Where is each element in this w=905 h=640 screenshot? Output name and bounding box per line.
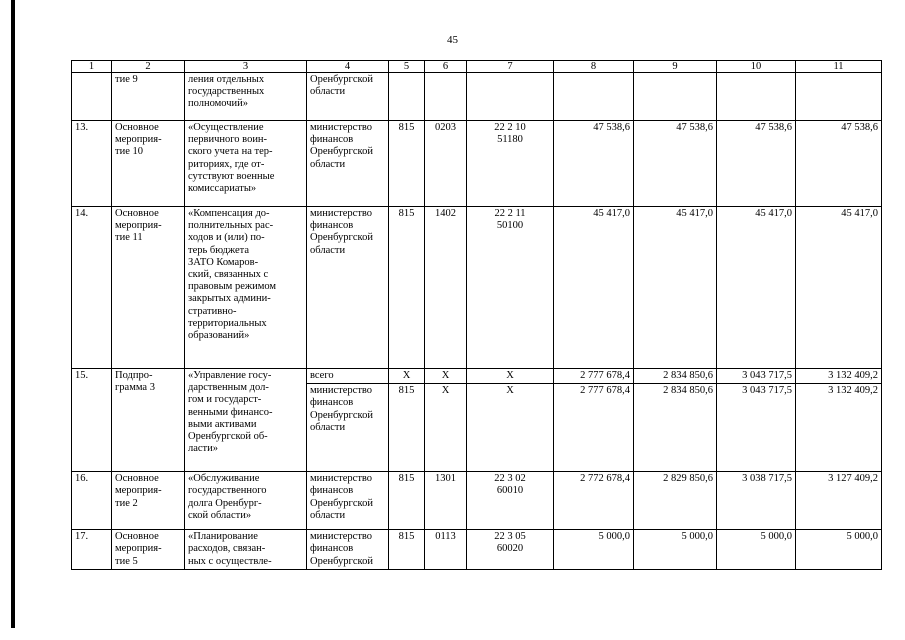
status-cell	[112, 121, 185, 207]
name-cell-line: ЗАТО Комаров-	[188, 256, 259, 268]
executor-cell-line: области	[310, 244, 346, 256]
name-cell-line: образований»	[188, 330, 250, 342]
status-cell-line: мероприя-	[115, 485, 162, 497]
executor-cell-line: финансов	[310, 397, 354, 409]
value-2019-cell: 5 000,0	[554, 530, 634, 570]
status-cell	[112, 530, 185, 570]
name-cell-line: ский, связанных с	[188, 269, 269, 281]
name-cell	[185, 530, 307, 570]
name-cell-line: Оренбургской об-	[188, 431, 268, 443]
executor-cell-line: финансов	[310, 134, 354, 146]
name-cell-line: «Компенсация до-	[188, 208, 270, 219]
csr-cell-line: 50100	[496, 220, 524, 232]
name-cell-line: «Обслуживание	[188, 473, 260, 485]
value-2022-cell: 47 538,6	[796, 121, 882, 207]
rzpr-cell: Х	[425, 369, 467, 384]
status-cell-line: мероприя-	[115, 543, 162, 555]
rzpr-cell: 1301	[425, 472, 467, 530]
value-2021-cell	[717, 73, 796, 121]
rzpr-cell: 1402	[425, 207, 467, 369]
executor-cell-line: области	[310, 421, 346, 433]
rzpr-cell: Х	[425, 384, 467, 472]
status-cell-line: тие 5	[115, 555, 138, 567]
table-row	[72, 369, 882, 384]
executor-cell	[307, 530, 389, 570]
name-cell-line: ходов и (или) по-	[188, 232, 265, 244]
csr-cell	[467, 369, 554, 384]
name-cell-line: ных с осуществле-	[188, 555, 272, 567]
csr-cell-line: 22 2 10	[494, 122, 526, 133]
value-2020-cell: 45 417,0	[634, 207, 717, 369]
csr-cell-line: 60010	[496, 485, 524, 497]
rzpr-cell: 0113	[425, 530, 467, 570]
name-cell	[185, 73, 307, 121]
name-cell-line: ского учета на тер-	[188, 146, 273, 158]
column-header: 5	[389, 61, 425, 73]
status-cell-line: тие 9	[115, 74, 138, 85]
grbs-cell: Х	[389, 369, 425, 384]
executor-cell-line: Оренбургской	[310, 497, 373, 509]
column-header: 2	[112, 61, 185, 73]
name-cell-line: полнительных рас-	[188, 220, 274, 232]
name-cell-line: риториях, где от-	[188, 158, 265, 170]
csr-cell	[467, 207, 554, 369]
column-header: 11	[796, 61, 882, 73]
status-cell-line: Основное	[115, 473, 159, 485]
executor-cell-line: области	[310, 158, 346, 170]
name-cell-line: полномочий»	[188, 98, 249, 110]
name-cell-line: расходов, связан-	[188, 543, 266, 555]
grbs-cell: 815	[389, 384, 425, 472]
column-header: 8	[554, 61, 634, 73]
value-2022-cell: 3 132 409,2	[796, 384, 882, 472]
value-2022-cell: 45 417,0	[796, 207, 882, 369]
csr-cell-line: 60020	[496, 543, 524, 555]
name-cell-line: закрытых админи-	[188, 293, 271, 305]
column-header: 7	[467, 61, 554, 73]
name-cell-line: ления отдельных	[188, 74, 265, 85]
name-cell-line: терь бюджета	[188, 244, 250, 256]
name-cell-line: территориальных	[188, 317, 267, 329]
value-2020-cell: 5 000,0	[634, 530, 717, 570]
table-row	[72, 207, 882, 369]
executor-cell-line: Оренбургской	[310, 232, 373, 244]
value-2021-cell: 3 038 717,5	[717, 472, 796, 530]
name-cell-line: стративно-	[188, 305, 237, 317]
value-2019-cell	[554, 73, 634, 121]
rzpr-cell: 0203	[425, 121, 467, 207]
value-2019-cell: 2 777 678,4	[554, 369, 634, 384]
grbs-cell: 815	[389, 530, 425, 570]
value-2022-cell: 5 000,0	[796, 530, 882, 570]
page-number: 45	[447, 34, 458, 46]
value-2021-cell: 47 538,6	[717, 121, 796, 207]
name-cell-line: венными финансо-	[188, 406, 273, 418]
value-2021-cell: 45 417,0	[717, 207, 796, 369]
grbs-cell	[389, 73, 425, 121]
scan-left-edge-bar	[11, 0, 15, 628]
executor-cell-line: области	[310, 509, 346, 521]
executor-cell	[307, 472, 389, 530]
executor-cell-line: министерство	[310, 208, 373, 219]
value-2022-cell	[796, 73, 882, 121]
status-cell	[112, 472, 185, 530]
executor-cell-line: финансов	[310, 485, 354, 497]
budget-table	[71, 60, 882, 570]
table-row	[72, 73, 882, 121]
name-cell-line: государственных	[188, 86, 265, 98]
executor-cell	[307, 369, 389, 384]
column-header: 1	[72, 61, 112, 73]
row-number: 17.	[72, 530, 112, 570]
name-cell-line: первичного воин-	[188, 134, 268, 146]
executor-cell-line: министерство	[310, 473, 373, 485]
table-row	[72, 472, 882, 530]
csr-cell-line: 22 3 02	[494, 473, 526, 485]
csr-cell	[467, 121, 554, 207]
name-cell-line: комиссариаты»	[188, 183, 257, 195]
value-2020-cell: 2 834 850,6	[634, 369, 717, 384]
status-cell	[112, 369, 185, 472]
csr-cell-line: 22 3 05	[494, 531, 526, 543]
csr-cell-line: Х	[506, 370, 514, 381]
status-cell-line: Основное	[115, 122, 159, 133]
value-2019-cell: 2 777 678,4	[554, 384, 634, 472]
name-cell	[185, 472, 307, 530]
csr-cell-line: 51180	[497, 134, 523, 146]
status-cell	[112, 73, 185, 121]
executor-cell-line: министерство	[310, 122, 373, 133]
status-cell-line: мероприя-	[115, 134, 162, 146]
table-row	[72, 530, 882, 570]
name-cell-line: «Осуществление	[188, 122, 264, 133]
executor-cell-line: финансов	[310, 543, 354, 555]
value-2021-cell: 3 043 717,5	[717, 369, 796, 384]
csr-cell	[467, 73, 554, 121]
csr-cell	[467, 530, 554, 570]
csr-cell	[467, 472, 554, 530]
column-header: 4	[307, 61, 389, 73]
name-cell-line: долга Оренбург-	[188, 497, 262, 509]
value-2021-cell: 3 043 717,5	[717, 384, 796, 472]
executor-cell	[307, 207, 389, 369]
value-2019-cell: 47 538,6	[554, 121, 634, 207]
status-cell-line: тие 11	[115, 232, 143, 244]
grbs-cell: 815	[389, 121, 425, 207]
status-cell-line: мероприя-	[115, 220, 162, 232]
name-cell-line: ласти»	[188, 443, 219, 455]
name-cell-line: «Планирование	[188, 531, 258, 543]
table-body	[72, 61, 882, 570]
csr-cell	[467, 384, 554, 472]
value-2019-cell: 45 417,0	[554, 207, 634, 369]
name-cell-line: ской области»	[188, 509, 252, 521]
executor-cell	[307, 121, 389, 207]
row-number	[72, 73, 112, 121]
name-cell	[185, 121, 307, 207]
value-2020-cell: 47 538,6	[634, 121, 717, 207]
status-cell-line: Подпро-	[115, 370, 153, 381]
name-cell	[185, 207, 307, 369]
executor-cell-line: области	[310, 86, 346, 98]
status-cell	[112, 207, 185, 369]
executor-cell-line: Оренбургской	[310, 409, 373, 421]
row-number: 15.	[72, 369, 112, 472]
row-number: 16.	[72, 472, 112, 530]
status-cell-line: тие 10	[115, 146, 143, 158]
value-2019-cell: 2 772 678,4	[554, 472, 634, 530]
name-cell-line: сутствуют военные	[188, 170, 275, 182]
executor-cell-line: финансов	[310, 220, 354, 232]
rzpr-cell	[425, 73, 467, 121]
executor-cell-line: Оренбургской	[310, 146, 373, 158]
name-cell-line: выми активами	[188, 418, 257, 430]
status-cell-line: Основное	[115, 531, 159, 543]
column-header: 6	[425, 61, 467, 73]
executor-cell	[307, 73, 389, 121]
column-header: 10	[717, 61, 796, 73]
value-2022-cell: 3 127 409,2	[796, 472, 882, 530]
executor-cell-line: Оренбургской	[310, 555, 373, 567]
executor-cell-line: министерство	[310, 385, 373, 397]
executor-cell-line: министерство	[310, 531, 373, 543]
grbs-cell: 815	[389, 472, 425, 530]
value-2020-cell: 2 834 850,6	[634, 384, 717, 472]
value-2020-cell: 2 829 850,6	[634, 472, 717, 530]
name-cell-line: государственного	[188, 485, 267, 497]
value-2021-cell: 5 000,0	[717, 530, 796, 570]
status-cell-line: тие 2	[115, 497, 138, 509]
name-cell-line: «Управление госу-	[188, 370, 272, 381]
column-header: 9	[634, 61, 717, 73]
name-cell-line: правовым режимом	[188, 281, 277, 293]
executor-cell-line: всего	[310, 370, 334, 381]
row-number: 14.	[72, 207, 112, 369]
csr-cell-line: 22 2 11	[494, 208, 526, 219]
name-cell	[185, 369, 307, 472]
row-number: 13.	[72, 121, 112, 207]
executor-cell	[307, 384, 389, 472]
status-cell-line: грамма 3	[115, 382, 155, 394]
grbs-cell: 815	[389, 207, 425, 369]
name-cell-line: дарственным дол-	[188, 382, 269, 394]
csr-cell-line: Х	[506, 385, 514, 397]
executor-cell-line: Оренбургской	[310, 74, 373, 85]
status-cell-line: Основное	[115, 208, 159, 219]
column-header: 3	[185, 61, 307, 73]
value-2022-cell: 3 132 409,2	[796, 369, 882, 384]
value-2020-cell	[634, 73, 717, 121]
table-row	[72, 121, 882, 207]
name-cell-line: гом и государст-	[188, 394, 262, 406]
column-header-row	[72, 61, 882, 73]
